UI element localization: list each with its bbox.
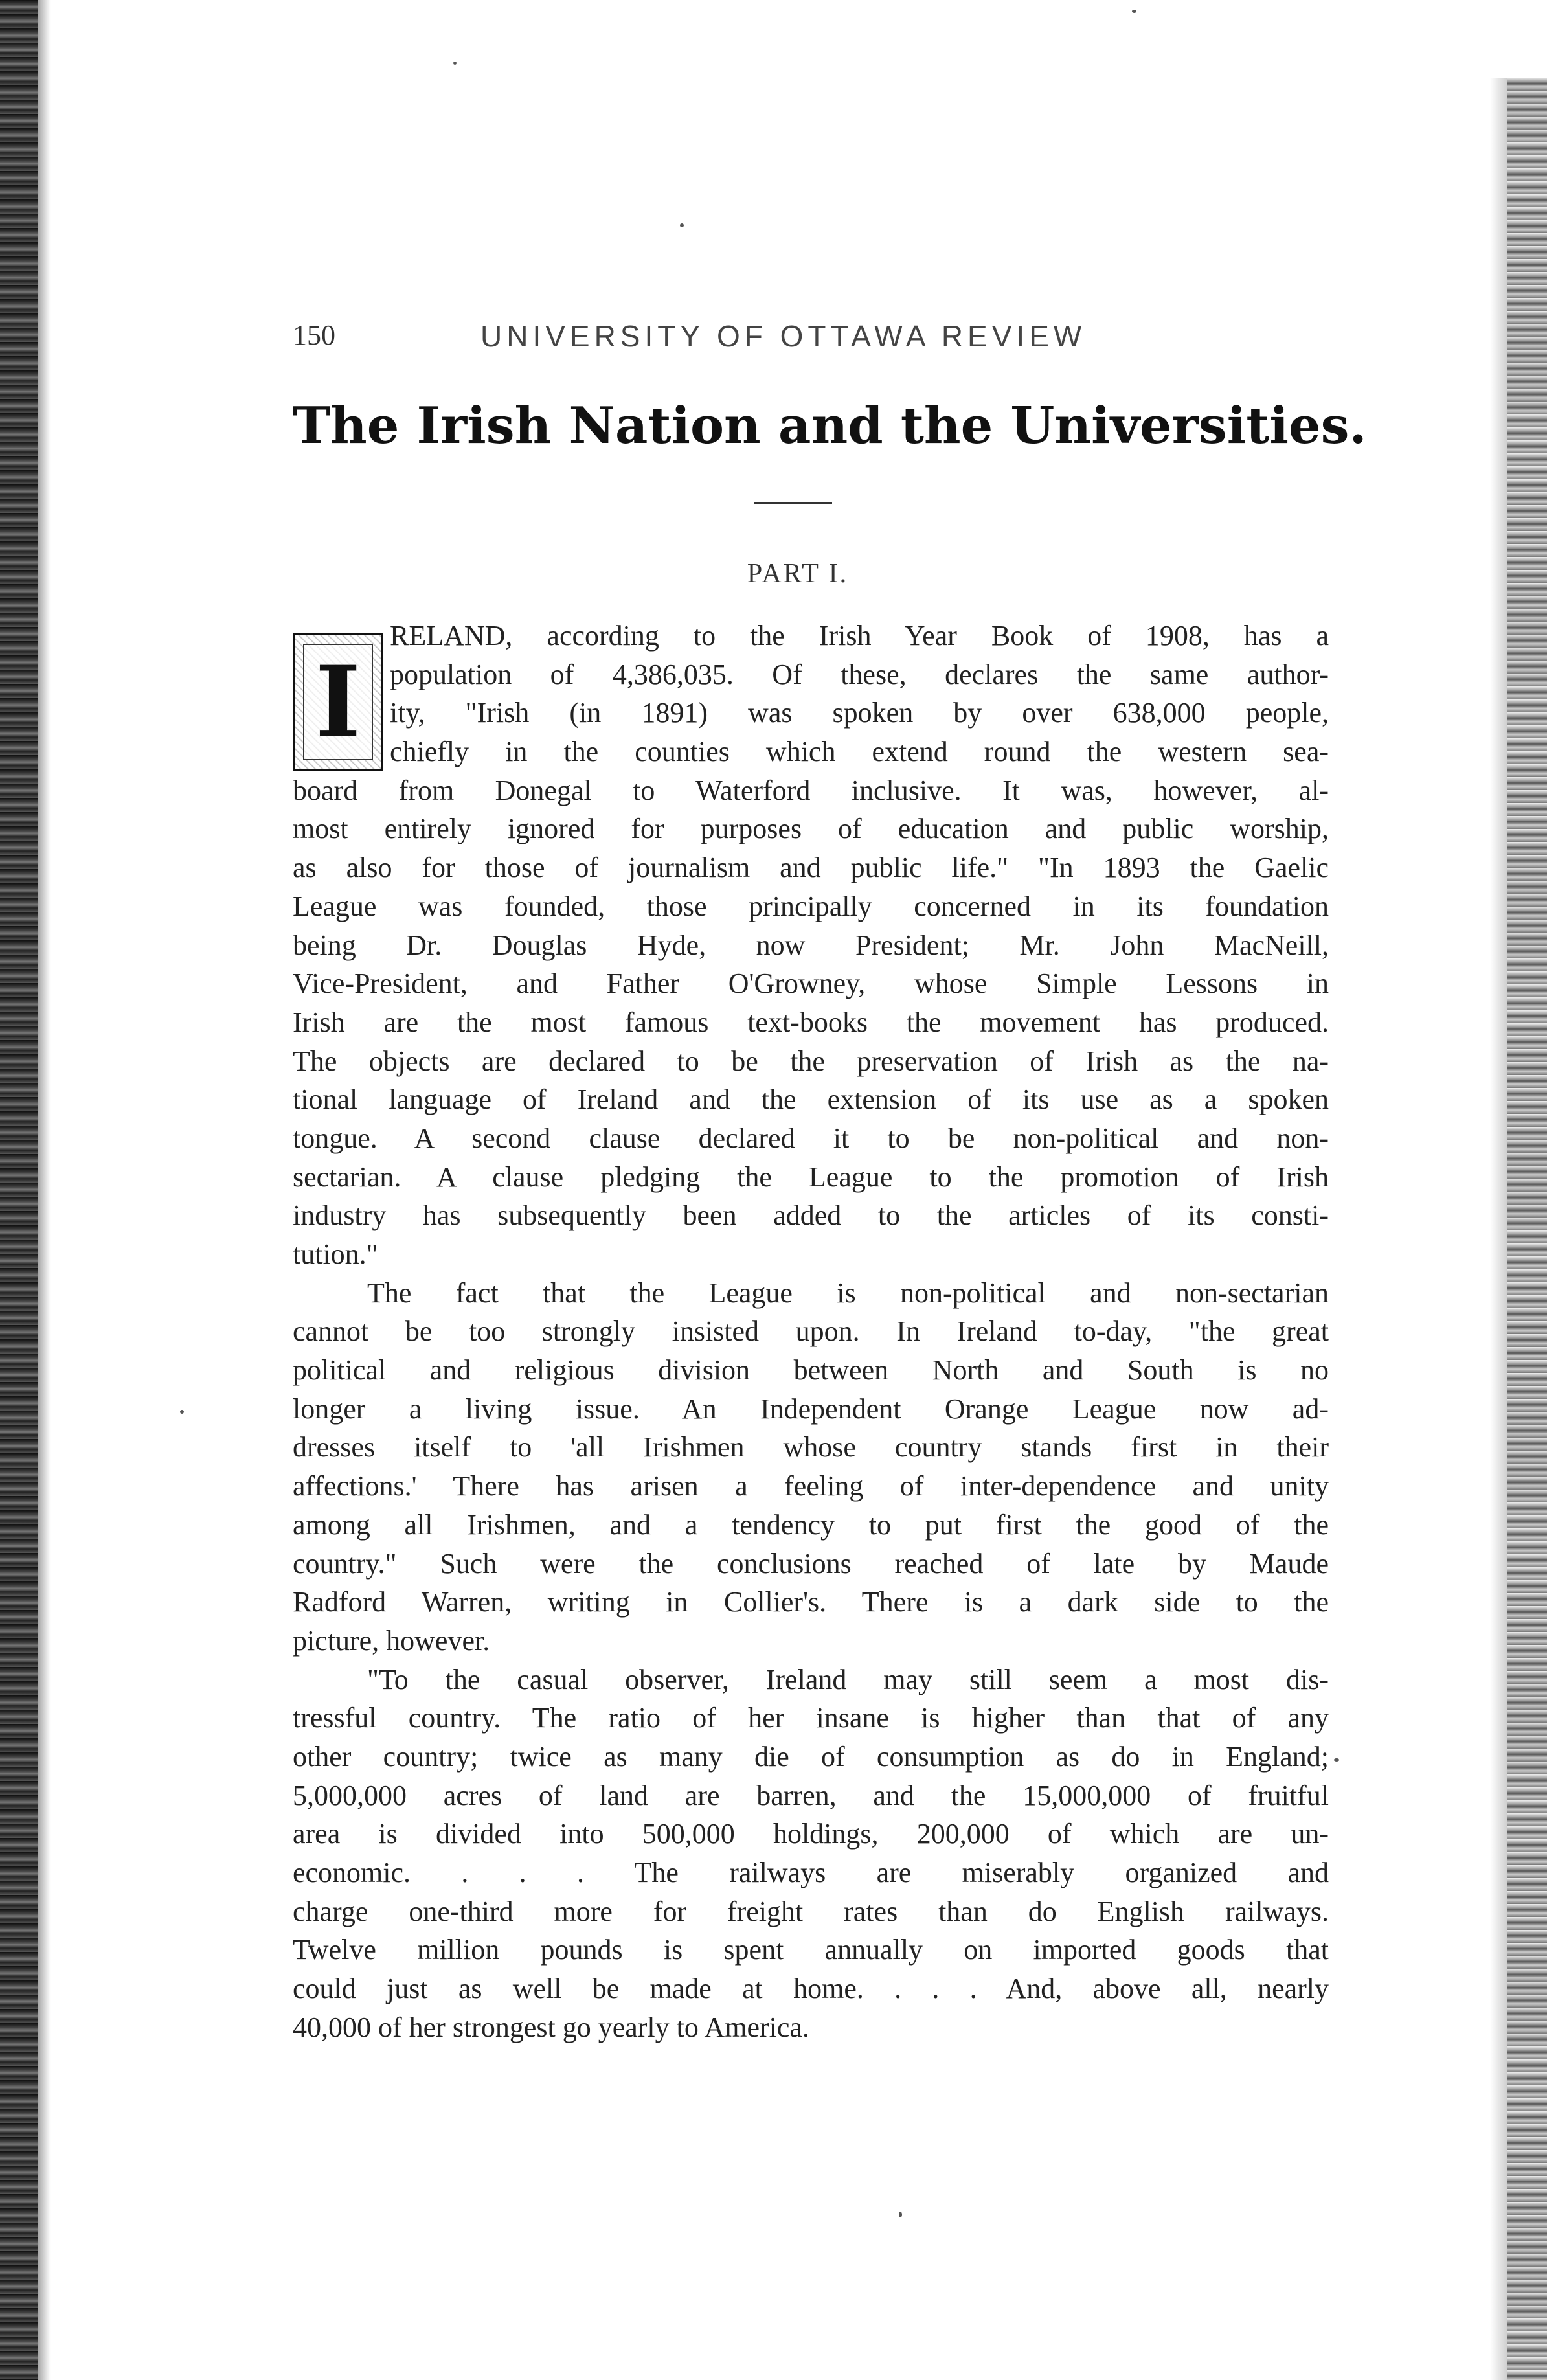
text-line: charge one-third more for freight rates than do English railways. [293, 1895, 1329, 1927]
scan-speck [453, 62, 457, 65]
text-line: area is divided into 500,000 holdings, 200,000 of which are un- [293, 1818, 1329, 1850]
text-line: League was founded, those principally concerned in its foundation [293, 890, 1329, 922]
text-line: picture, however. [293, 1624, 490, 1657]
text-line: affections.' There has arisen a feeling of inter-dependence and unity [293, 1470, 1329, 1502]
text-line: Radford Warren, writing in Collier's. There is a dark side to the [293, 1586, 1329, 1618]
drop-cap-initial [293, 633, 383, 771]
text-line: tongue. A second clause declared it to be non-political and non- [293, 1122, 1329, 1154]
scan-shadow-right [1507, 78, 1547, 2380]
article-title: The Irish Nation and the Universities. [293, 396, 1367, 455]
text-line: longer a living issue. An Independent Orange League now ad- [293, 1392, 1329, 1425]
text-line: "To the casual observer, Ireland may still seem a most dis- [367, 1663, 1329, 1695]
text-line: most entirely ignored for purposes of education and public worship, [293, 813, 1329, 845]
article-body [293, 617, 1329, 2046]
text-line: industry has subsequently been added to the articles of its consti- [293, 1199, 1329, 1232]
text-line: RELAND, according to the Irish Year Book of 1908, has a [390, 620, 1329, 652]
journal-title: UNIVERSITY OF OTTAWA REVIEW [480, 319, 1087, 353]
text-line: tressful country. The ratio of her insane is higher than that of any [293, 1702, 1329, 1734]
scan-speck [899, 2212, 902, 2217]
text-line: 40,000 of her strongest go yearly to America. [293, 2011, 809, 2043]
scan-speck [680, 223, 684, 227]
text-line: chiefly in the counties which extend round the western sea- [390, 736, 1329, 768]
text-line: among all Irishmen, and a tendency to put first the good of the [293, 1508, 1329, 1541]
scan-speck [180, 1410, 184, 1414]
text-line: tional language of Ireland and the extension of its use as a spoken [293, 1083, 1329, 1116]
text-line: sectarian. A clause pledging the League to the promotion of Irish [293, 1161, 1329, 1193]
text-line: The fact that the League is non-political and non-sectarian [367, 1276, 1329, 1309]
title-divider [754, 502, 832, 504]
text-line: as also for those of journalism and public life." "In 1893 the Gaelic [293, 852, 1329, 884]
scan-speck [1132, 10, 1136, 13]
text-line: cannot be too strongly insisted upon. In Ireland to-day, "the great [293, 1315, 1329, 1348]
text-line: dresses itself to 'all Irishmen whose country stands first in their [293, 1431, 1329, 1464]
scan-speck [1334, 1758, 1339, 1762]
text-line: other country; twice as many die of consumption as do in England; [293, 1740, 1329, 1773]
part-heading: PART I. [747, 559, 849, 589]
drop-cap-letter: I [315, 645, 361, 759]
text-line: ity, "Irish (in 1891) was spoken by over 638,000 people, [390, 697, 1329, 729]
drop-cap-frame [303, 644, 373, 760]
scan-shadow-left [0, 0, 38, 2380]
text-line: Vice-President, and Father O'Growney, whose Simple Lessons in [293, 968, 1329, 1000]
text-line: being Dr. Douglas Hyde, now President; Mr. John MacNeill, [293, 929, 1329, 961]
text-line: Twelve million pounds is spent annually on imported goods that [293, 1934, 1329, 1966]
text-line: Irish are the most famous text-books the movement has produced. [293, 1006, 1329, 1038]
text-line: country." Such were the conclusions reached of late by Maude [293, 1547, 1329, 1580]
text-line: could just as well be made at home. . . . And, above all, nearly [293, 1973, 1329, 2005]
text-line: population of 4,386,035. Of these, declares the same author- [390, 658, 1329, 690]
running-head [293, 319, 1303, 357]
text-line: The objects are declared to be the preservation of Irish as the na- [293, 1045, 1329, 1077]
page-number: 150 [293, 319, 335, 351]
text-line: political and religious division between North and South is no [293, 1354, 1329, 1387]
text-line: board from Donegal to Waterford inclusive. It was, however, al- [293, 774, 1329, 806]
text-line: 5,000,000 acres of land are barren, and the 15,000,000 of fruitful [293, 1779, 1329, 1811]
text-line: economic. . . . The railways are miserably organized and [293, 1857, 1329, 1888]
text-line: tution." [293, 1238, 378, 1270]
